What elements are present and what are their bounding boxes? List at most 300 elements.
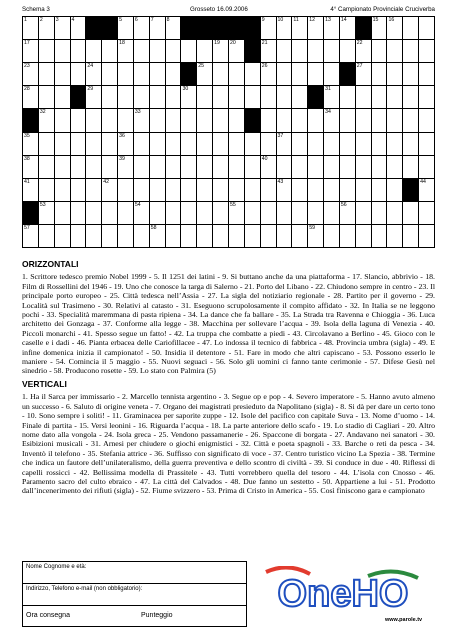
grid-cell[interactable] <box>403 225 419 248</box>
grid-cell[interactable] <box>277 133 293 156</box>
grid-cell[interactable] <box>261 63 277 86</box>
grid-cell[interactable] <box>403 156 419 179</box>
grid-cell[interactable] <box>277 63 293 86</box>
grid-cell[interactable] <box>55 40 71 63</box>
grid-cell[interactable] <box>55 17 71 40</box>
grid-cell[interactable] <box>181 179 197 202</box>
grid-cell[interactable] <box>419 156 435 179</box>
grid-cell[interactable] <box>71 63 87 86</box>
grid-cell[interactable] <box>166 179 182 202</box>
cell-number: 23 <box>24 63 30 70</box>
grid-cell[interactable] <box>324 17 340 40</box>
grid-cell[interactable] <box>261 40 277 63</box>
grid-cell[interactable] <box>213 156 229 179</box>
grid-block <box>245 40 261 63</box>
grid-cell[interactable] <box>102 202 118 225</box>
grid-cell[interactable] <box>292 202 308 225</box>
grid-cell[interactable] <box>403 202 419 225</box>
grid-cell[interactable] <box>403 86 419 109</box>
grid-cell[interactable] <box>387 86 403 109</box>
grid-cell[interactable] <box>403 40 419 63</box>
cell-number: 37 <box>277 132 284 139</box>
grid-cell[interactable] <box>102 86 118 109</box>
event-date: Grosseto 16.09.2006 <box>190 6 248 13</box>
grid-cell[interactable] <box>134 133 150 156</box>
grid-cell[interactable] <box>277 179 293 202</box>
grid-cell[interactable] <box>181 40 197 63</box>
page-header <box>22 6 435 16</box>
grid-cell[interactable] <box>102 109 118 132</box>
score-label: Punteggio <box>141 612 173 619</box>
grid-cell[interactable] <box>340 179 356 202</box>
grid-cell[interactable] <box>292 179 308 202</box>
grid-cell[interactable] <box>277 156 293 179</box>
grid-cell[interactable] <box>403 63 419 86</box>
grid-cell[interactable] <box>277 17 293 40</box>
cell-number: 28 <box>24 86 30 93</box>
grid-cell[interactable] <box>71 133 87 156</box>
grid-cell[interactable] <box>150 86 166 109</box>
grid-cell[interactable] <box>181 202 197 225</box>
grid-cell[interactable] <box>261 133 277 156</box>
grid-cell[interactable] <box>181 156 197 179</box>
grid-cell[interactable] <box>261 109 277 132</box>
grid-cell[interactable] <box>229 133 245 156</box>
grid-cell[interactable] <box>356 156 372 179</box>
grid-cell[interactable] <box>245 225 261 248</box>
grid-cell[interactable] <box>39 109 55 132</box>
cell-number: 29 <box>87 86 94 93</box>
address-label: Indirizzo, Telefono e-mail (non obbligatorio): <box>26 586 143 592</box>
grid-cell[interactable] <box>166 133 182 156</box>
grid-cell[interactable] <box>134 17 150 40</box>
grid-cell[interactable] <box>166 225 182 248</box>
grid-cell[interactable] <box>86 202 102 225</box>
orizzontali-clues: 1. Scrittore tedesco premio Nobel 1999 - 5. Il 1251 dei latini - 9. Si buttano anche da una piattaforma - 17. Slancio, abbrivio - 18. Film di Rossellini del 1946 - 19. Uno che conosce la targa di Salerno - 21. Porto del Libano - 22. Chiudono sempre in centro - 23. Il principale porto europeo - 25. Città tedesca nell’Assia - 27. La sigla del notiziario regionale - 28. Partito per il governo - 29. Località sul Trasimeno - 30. Relativi al catasto - 31. Eseguono scrupolosamente il compito affidato - 32. In Italia se ne leggono pochi - 33. Specialità maremmana di pasta ripiena - 34. La dance che fa ballare - 35. La Strada tra Ravenna e Chioggia - 36. Luca architetto dei Gonzaga - 37. Conforme alla legge - 38. Macchina per sollevare l’acqua - 39. Isola della laguna di Venezia - 40. Piccoli monarchi - 41. Spesso segue un fatto! - 42. La truppa che combatte a piedi - 43. Circolavano a Berlino - 45. Gioco con le caselle e i dadi - 46. Pianta erbacea delle Cariofillacee - 47. Lo indossa il tecnico di fabbrica - 48. Provincia umbra (sigla) - 49. E infine domenica inizia il campionato! - 50. Insidia il detentore - 51. Fare in modo che altri capiscano - 53. Possono esserlo le maniere - 54. Comincia il 5 maggio - 55. Nuovi seguaci - 56. Solo gli uomini ci fanno tante cerimonie - 57. Difese Gesù nel sinedrio - 58. Producono rosette - 59. Lo stato con Palmira (5) <box>22 272 435 376</box>
grid-cell[interactable] <box>245 202 261 225</box>
grid-cell[interactable] <box>356 40 372 63</box>
grid-block <box>356 17 372 40</box>
grid-cell[interactable] <box>387 109 403 132</box>
grid-cell[interactable] <box>419 40 435 63</box>
grid-cell[interactable] <box>118 133 134 156</box>
grid-cell[interactable] <box>102 133 118 156</box>
name-field[interactable] <box>23 562 246 584</box>
cell-number: 34 <box>325 109 331 116</box>
grid-cell[interactable] <box>419 225 435 248</box>
orizzontali-title: ORIZZONTALI <box>22 259 79 269</box>
grid-cell[interactable] <box>403 109 419 132</box>
grid-cell[interactable] <box>102 63 118 86</box>
cell-number: 43 <box>277 178 284 185</box>
cell-number: 40 <box>261 155 268 162</box>
website-link[interactable]: www.parole.tv <box>385 617 423 623</box>
grid-cell[interactable] <box>292 156 308 179</box>
grid-cell[interactable] <box>245 63 261 86</box>
cell-number: 53 <box>39 201 46 208</box>
cell-number: 10 <box>277 17 284 23</box>
grid-cell[interactable] <box>181 133 197 156</box>
grid-cell[interactable] <box>150 109 166 132</box>
grid-cell[interactable] <box>86 63 102 86</box>
grid-cell[interactable] <box>245 86 261 109</box>
grid-cell[interactable] <box>387 156 403 179</box>
grid-cell[interactable] <box>419 17 435 40</box>
grid-cell[interactable] <box>134 63 150 86</box>
grid-block <box>86 17 102 40</box>
grid-cell[interactable] <box>229 63 245 86</box>
cell-number: 42 <box>103 178 109 185</box>
cell-number: 59 <box>309 224 315 231</box>
grid-cell[interactable] <box>372 225 388 248</box>
cell-number: 20 <box>230 40 236 47</box>
grid-cell[interactable] <box>229 109 245 132</box>
grid-cell[interactable] <box>356 133 372 156</box>
cell-number: 54 <box>134 201 141 208</box>
name-label: Nome Cognome e età: <box>26 564 87 570</box>
grid-cell[interactable] <box>118 109 134 132</box>
cell-number: 24 <box>87 63 94 70</box>
grid-cell[interactable] <box>86 225 102 248</box>
grid-cell[interactable] <box>197 133 213 156</box>
grid-cell[interactable] <box>102 179 118 202</box>
grid-cell[interactable] <box>118 225 134 248</box>
grid-cell[interactable] <box>277 225 293 248</box>
grid-cell[interactable] <box>39 133 55 156</box>
grid-cell[interactable] <box>39 86 55 109</box>
grid-cell[interactable] <box>292 225 308 248</box>
grid-cell[interactable] <box>134 156 150 179</box>
grid-cell[interactable] <box>324 156 340 179</box>
grid-cell[interactable] <box>308 156 324 179</box>
grid-cell[interactable] <box>419 179 435 202</box>
grid-cell[interactable] <box>71 109 87 132</box>
grid-cell[interactable] <box>356 179 372 202</box>
grid-cell[interactable] <box>372 133 388 156</box>
grid-cell[interactable] <box>419 133 435 156</box>
grid-cell[interactable] <box>118 156 134 179</box>
grid-cell[interactable] <box>213 202 229 225</box>
grid-cell[interactable] <box>356 109 372 132</box>
grid-cell[interactable] <box>308 179 324 202</box>
grid-cell[interactable] <box>213 133 229 156</box>
grid-cell[interactable] <box>150 179 166 202</box>
grid-cell[interactable] <box>372 17 388 40</box>
grid-cell[interactable] <box>292 86 308 109</box>
grid-cell[interactable] <box>356 63 372 86</box>
grid-cell[interactable] <box>166 202 182 225</box>
grid-cell[interactable] <box>340 156 356 179</box>
grid-cell[interactable] <box>213 40 229 63</box>
grid-cell[interactable] <box>55 63 71 86</box>
grid-cell[interactable] <box>387 40 403 63</box>
grid-block <box>245 17 261 40</box>
grid-cell[interactable] <box>387 202 403 225</box>
grid-cell[interactable] <box>229 179 245 202</box>
grid-cell[interactable] <box>150 17 166 40</box>
cell-number: 19 <box>214 40 220 47</box>
grid-cell[interactable] <box>23 86 39 109</box>
cell-number: 18 <box>119 40 125 47</box>
grid-cell[interactable] <box>261 17 277 40</box>
grid-cell[interactable] <box>55 179 71 202</box>
grid-cell[interactable] <box>166 17 182 40</box>
grid-block <box>245 109 261 132</box>
grid-cell[interactable] <box>39 156 55 179</box>
grid-cell[interactable] <box>387 63 403 86</box>
grid-cell[interactable] <box>86 109 102 132</box>
cell-number: 11 <box>293 17 299 23</box>
cell-number: 3 <box>55 17 59 23</box>
grid-cell[interactable] <box>340 225 356 248</box>
cell-number: 22 <box>356 40 363 47</box>
grid-cell[interactable] <box>118 17 134 40</box>
grid-cell[interactable] <box>118 63 134 86</box>
grid-cell[interactable] <box>324 179 340 202</box>
grid-cell[interactable] <box>245 133 261 156</box>
grid-cell[interactable] <box>197 109 213 132</box>
grid-cell[interactable] <box>324 63 340 86</box>
cell-number: 39 <box>119 155 125 162</box>
grid-cell[interactable] <box>197 86 213 109</box>
cell-number: 26 <box>261 63 268 70</box>
grid-cell[interactable] <box>23 156 39 179</box>
grid-cell[interactable] <box>213 86 229 109</box>
grid-cell[interactable] <box>387 133 403 156</box>
grid-cell[interactable] <box>118 179 134 202</box>
grid-cell[interactable] <box>166 40 182 63</box>
grid-cell[interactable] <box>340 133 356 156</box>
grid-cell[interactable] <box>356 202 372 225</box>
grid-cell[interactable] <box>261 86 277 109</box>
grid-cell[interactable] <box>387 179 403 202</box>
grid-cell[interactable] <box>197 40 213 63</box>
grid-cell[interactable] <box>340 40 356 63</box>
grid-cell[interactable] <box>181 225 197 248</box>
grid-cell[interactable] <box>324 86 340 109</box>
grid-cell[interactable] <box>102 225 118 248</box>
grid-cell[interactable] <box>213 109 229 132</box>
grid-cell[interactable] <box>340 109 356 132</box>
grid-cell[interactable] <box>39 17 55 40</box>
grid-cell[interactable] <box>372 109 388 132</box>
grid-cell[interactable] <box>71 202 87 225</box>
grid-cell[interactable] <box>166 156 182 179</box>
grid-cell[interactable] <box>197 63 213 86</box>
cell-number: 36 <box>119 132 125 139</box>
grid-cell[interactable] <box>324 40 340 63</box>
verticali-clues: 1. Ha il Sarca per immissario - 2. Marcello tennista argentino - 3. Segue op e pop - 4. Severo imperatore - 5. Hanno avuto almeno un successo - 6. Saluto di origine veneta - 7. Organo dei magistrati presieduto da Napolitano (sigla) - 8. Si dà per dare un certo tono - 10. Sono sempre i soliti! - 11. Graminacea per saporite zuppe - 12. Isole del pacifico con capitale Suva - 13. Nome d’uomo - 14. Finale di partita - 15. Versi leonini - 16. Riguarda l’acqua - 18. La parte anteriore dello scafo - 19. Lo stadio di Cagliari - 20. Altro nome dato alla vongola - 24. Isola greca - 25. Vendono passamanerie - 26. Spaccone di borgata - 27. Andavano nei sanatori - 30. Esibizioni musicali - 31. Arnesi per chiudere o giochi enigmistici - 32. Città e poeta spagnoli - 33. Barche o reti da pesca - 34. Inventò il telefono - 35. Stefania attrice - 36. Suffisso con significato di voce - 37. Centro turistico vicino La Spezia - 38. Termine che indica un fautore dell’unilateralismo, della guerra preventiva e dello scontro di civiltà - 39. Si conduce in due - 40. Riflessi di capelli rossicci - 42. Bellissima modella di Prassitele - 43. Tutti vorrebbero quella del tesoro - 44. L’isola con Cnosso - 46. Paramento sacro del culto ebraico - 47. La città del Calvados - 48. Due fanno un sestetto - 50. Appartiene a lui - 51. Prodotto dall’incenerimento dei rifiuti (sigla) - 52. Fiume svizzero - 53. Prima di Cristo in America - 55. Così finiscono gara e campionato <box>22 392 435 496</box>
delivery-label: Ora consegna <box>26 612 70 619</box>
grid-cell[interactable] <box>292 109 308 132</box>
grid-cell[interactable] <box>324 133 340 156</box>
grid-cell[interactable] <box>71 40 87 63</box>
grid-cell[interactable] <box>261 225 277 248</box>
grid-cell[interactable] <box>197 179 213 202</box>
grid-cell[interactable] <box>308 17 324 40</box>
grid-cell[interactable] <box>71 225 87 248</box>
grid-cell[interactable] <box>213 225 229 248</box>
grid-cell[interactable] <box>23 133 39 156</box>
grid-cell[interactable] <box>356 86 372 109</box>
grid-cell[interactable] <box>71 179 87 202</box>
grid-cell[interactable] <box>86 156 102 179</box>
grid-cell[interactable] <box>324 202 340 225</box>
grid-cell[interactable] <box>71 156 87 179</box>
grid-cell[interactable] <box>419 202 435 225</box>
grid-cell[interactable] <box>372 179 388 202</box>
grid-cell[interactable] <box>118 202 134 225</box>
cell-number: 8 <box>166 17 170 23</box>
grid-cell[interactable] <box>150 202 166 225</box>
grid-cell[interactable] <box>134 179 150 202</box>
grid-cell[interactable] <box>324 109 340 132</box>
grid-cell[interactable] <box>213 179 229 202</box>
entry-form <box>22 561 247 627</box>
grid-cell[interactable] <box>55 133 71 156</box>
grid-cell[interactable] <box>340 17 356 40</box>
grid-cell[interactable] <box>261 156 277 179</box>
grid-cell[interactable] <box>23 179 39 202</box>
grid-cell[interactable] <box>150 133 166 156</box>
grid-cell[interactable] <box>102 156 118 179</box>
grid-cell[interactable] <box>134 109 150 132</box>
grid-block <box>340 63 356 86</box>
grid-cell[interactable] <box>229 40 245 63</box>
grid-cell[interactable] <box>86 133 102 156</box>
grid-cell[interactable] <box>55 86 71 109</box>
grid-cell[interactable] <box>372 202 388 225</box>
grid-cell[interactable] <box>308 202 324 225</box>
grid-cell[interactable] <box>23 63 39 86</box>
grid-cell[interactable] <box>55 109 71 132</box>
grid-cell[interactable] <box>134 202 150 225</box>
cell-number: 33 <box>134 109 141 116</box>
grid-block <box>229 17 245 40</box>
grid-cell[interactable] <box>229 86 245 109</box>
grid-cell[interactable] <box>197 225 213 248</box>
grid-cell[interactable] <box>181 86 197 109</box>
cell-number: 38 <box>24 155 30 162</box>
grid-cell[interactable] <box>55 225 71 248</box>
grid-cell[interactable] <box>308 63 324 86</box>
grid-cell[interactable] <box>245 179 261 202</box>
grid-cell[interactable] <box>134 40 150 63</box>
grid-cell[interactable] <box>134 86 150 109</box>
grid-cell[interactable] <box>150 225 166 248</box>
grid-cell[interactable] <box>308 225 324 248</box>
cell-number: 13 <box>325 17 331 23</box>
grid-cell[interactable] <box>292 40 308 63</box>
grid-cell[interactable] <box>23 17 39 40</box>
grid-cell[interactable] <box>134 225 150 248</box>
cell-number: 15 <box>372 17 379 23</box>
grid-cell[interactable] <box>197 156 213 179</box>
grid-cell[interactable] <box>261 179 277 202</box>
grid-cell[interactable] <box>150 40 166 63</box>
grid-cell[interactable] <box>403 17 419 40</box>
grid-cell[interactable] <box>292 63 308 86</box>
grid-cell[interactable] <box>277 202 293 225</box>
oneho-logo <box>258 566 428 618</box>
grid-cell[interactable] <box>229 156 245 179</box>
grid-cell[interactable] <box>229 202 245 225</box>
cell-number: 58 <box>150 224 157 231</box>
grid-cell[interactable] <box>39 202 55 225</box>
cell-number: 25 <box>198 63 205 70</box>
grid-cell[interactable] <box>55 156 71 179</box>
grid-cell[interactable] <box>356 225 372 248</box>
grid-cell[interactable] <box>308 133 324 156</box>
grid-cell[interactable] <box>39 40 55 63</box>
cell-number: 5 <box>119 17 122 23</box>
grid-cell[interactable] <box>372 63 388 86</box>
grid-cell[interactable] <box>150 156 166 179</box>
grid-cell[interactable] <box>292 133 308 156</box>
address-field[interactable] <box>23 584 246 606</box>
grid-cell[interactable] <box>118 40 134 63</box>
grid-cell[interactable] <box>23 40 39 63</box>
grid-cell[interactable] <box>277 86 293 109</box>
grid-cell[interactable] <box>277 109 293 132</box>
grid-cell[interactable] <box>308 109 324 132</box>
grid-cell[interactable] <box>213 63 229 86</box>
cell-number: 21 <box>261 40 268 47</box>
grid-cell[interactable] <box>277 40 293 63</box>
grid-cell[interactable] <box>166 109 182 132</box>
cell-number: 44 <box>420 178 426 185</box>
grid-cell[interactable] <box>245 156 261 179</box>
grid-cell[interactable] <box>86 179 102 202</box>
grid-block <box>197 17 213 40</box>
grid-cell[interactable] <box>229 225 245 248</box>
grid-cell[interactable] <box>166 86 182 109</box>
grid-cell[interactable] <box>181 109 197 132</box>
grid-cell[interactable] <box>39 179 55 202</box>
grid-cell[interactable] <box>102 40 118 63</box>
grid-cell[interactable] <box>419 86 435 109</box>
grid-cell[interactable] <box>340 202 356 225</box>
cell-number: 14 <box>340 17 347 23</box>
grid-cell[interactable] <box>166 63 182 86</box>
grid-cell[interactable] <box>340 86 356 109</box>
grid-cell[interactable] <box>292 17 308 40</box>
grid-cell[interactable] <box>403 133 419 156</box>
grid-cell[interactable] <box>372 156 388 179</box>
grid-cell[interactable] <box>86 86 102 109</box>
grid-cell[interactable] <box>39 63 55 86</box>
grid-cell[interactable] <box>261 202 277 225</box>
grid-cell[interactable] <box>23 225 39 248</box>
grid-cell[interactable] <box>55 202 71 225</box>
grid-cell[interactable] <box>39 225 55 248</box>
grid-cell[interactable] <box>71 17 87 40</box>
grid-cell[interactable] <box>372 40 388 63</box>
cell-number: 32 <box>39 109 46 116</box>
grid-cell[interactable] <box>419 63 435 86</box>
grid-cell[interactable] <box>308 40 324 63</box>
grid-cell[interactable] <box>197 202 213 225</box>
grid-cell[interactable] <box>387 17 403 40</box>
grid-cell[interactable] <box>150 63 166 86</box>
grid-cell[interactable] <box>324 225 340 248</box>
grid-cell[interactable] <box>372 86 388 109</box>
grid-cell[interactable] <box>86 40 102 63</box>
grid-cell[interactable] <box>419 109 435 132</box>
grid-cell[interactable] <box>387 225 403 248</box>
grid-cell[interactable] <box>118 86 134 109</box>
grid-block <box>213 17 229 40</box>
